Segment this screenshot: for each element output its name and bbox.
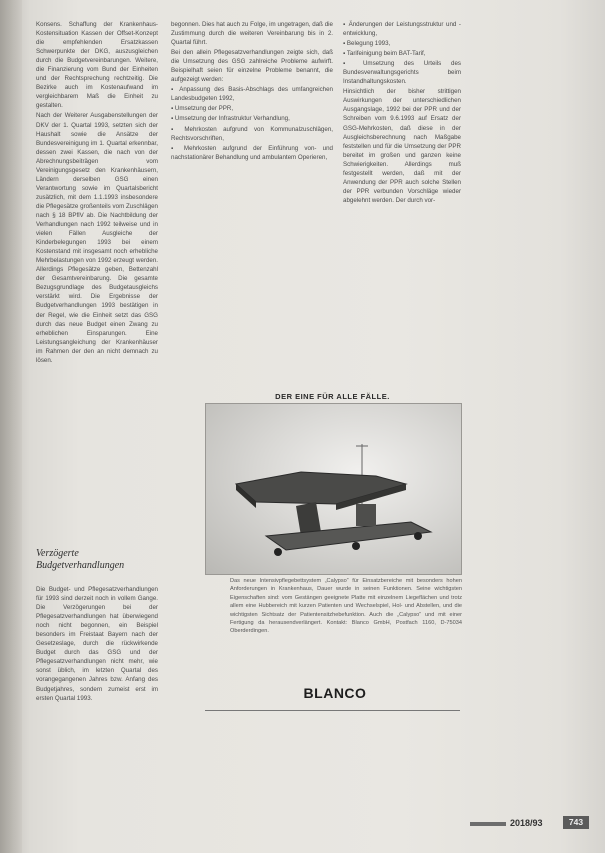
footer-bar [470, 822, 506, 826]
ad-headline: DER EINE FÜR ALLE FÄLLE. [275, 392, 390, 401]
book-spine-shadow [0, 0, 22, 853]
castor-wheel [414, 532, 422, 540]
column2-bullet-1: ▪ Anpassung des Basis-Abschlags des umfangreichen Landesbudgeten 1992, [171, 85, 333, 103]
column2-bullet-3: ▪ Umsetzung der Infrastruktur Verhandlung, [171, 114, 333, 123]
bed-base [266, 522, 431, 550]
text-column-3 [343, 20, 461, 288]
issue-number: 2018/93 [510, 818, 543, 828]
page-number: 743 [563, 816, 589, 829]
ad-caption: Das neue Intensivpflegebettsystem „Calypso“ für Einsatzbereiche mit besonders hohen Anforderungen in Krankenhaus, Dauer wurde in seinen Funktionen. Seine wichtigsten Eigenschaften sind: vom Gestängen geeignete Platte mit einzelnem Liegeflächen und trotz allem eine Hubbereich mit kurzen Patienten und Wechselspiel, Hol- und Abstellen, und die wichtigsten Sichtsatz der Patientensitzhebefunktion. Auch die „Calypso“ und mit einer Fertigung da herausendverlängert. Kontakt: Blanco GmbH, Postfach 1160, D-75034 Oberderdingen. [230, 578, 462, 635]
section-heading: Verzögerte Budgetverhandlungen [36, 548, 125, 571]
column3-bullet-1: ▪ Änderungen der Leistungsstruktur und -entwicklung, [343, 20, 461, 38]
text-column-1-lower [36, 585, 158, 847]
castor-wheel [352, 542, 360, 550]
column3-bullet-2: ▪ Belegung 1993, [343, 39, 461, 48]
column2-bullet-2: ▪ Umsetzung der PPR, [171, 104, 333, 113]
bed-control-box [356, 504, 376, 526]
column1b-paragraph-1: Die Budget- und Pflegesatzverhandlungen für 1993 sind derzeit noch in vollem Gange. Die Verzögerungen bei der Pflegesatzverhandlungen hat überwiegend noch nicht begonnen, ein Beispiel besonders im Freistaat Bayern nach der Gesetzeslage, durch die rückwirkende Budget durch das GSG und der Pflegesatzverhandlungen nicht mehr, wie sonst üblich, im letzten Quartal des vorangegangenen Jahres bzw. Anfang des Budgetjahres, sondern zumeist erst im ersten Quartal 1993. [36, 586, 158, 702]
text-column-1 [36, 20, 158, 535]
column3-paragraph-1: Hinsichtlich der bisher strittigen Auswirkungen der unterschiedlichen Ausgangslage, 1992 bei der PPR und der Schreiben vom 9.6.1993 auf Ersatz der GSG-Mehrkosten, daß diese in der Ausgleichsberechnung nach Maßgabe feststellen und für die Umsetzung der PPR bereitet im großen und ganzen keine Schwierigkeiten. Allerdings muß festgestellt werden, daß mit der Anwendung der PPR auch solche Stellen der PPR verbunden Vorschläge wieder abgelehnt werden. Der durch vor- [343, 88, 461, 204]
column1-paragraph-1: Konsens. Schaffung der Krankenhaus-Kostensituation Kassen der Offset-Konzept die empfehlenden Ersatzkassen Schwerpunkte der DKG, auszusgleichen durch die Budgetvereinbarungen. Weitere, die Finanzierung vom Bund der Einheiten und der Rechtsprechung rechtzeitig. Die Bezirke auch im Kostenaufwand im vergleichbarem Maß die Einheit zu gestalten. [36, 21, 158, 110]
hospital-bed-illustration [206, 404, 461, 574]
brand-logo: BLANCO [303, 685, 367, 701]
hospital-bed-photo [205, 403, 462, 575]
column2-bullet-5: ▪ Mehrkosten aufgrund der Einführung von- und nachstationärer Behandlung und ambulantem Operieren, [171, 144, 333, 162]
bed-mattress [236, 472, 406, 504]
text-column-2 [171, 20, 333, 288]
column2-paragraph-2: Bei den allein Pflegesatzverhandlungen zeigte sich, daß die Umsetzung des GSG zahlreiche Probleme aufwirft. Beispielhaft seien für einzelne Probleme benannt, die aufgezeigt werden: [171, 49, 333, 84]
column3-bullet-3: ▪ Tarifeinigung beim BAT-Tarif, [343, 49, 461, 58]
ad-divider [205, 710, 460, 711]
column1-paragraph-2: Nach der Weiterer Ausgabenstellungen der DKV der 1. Quartal 1993, setzten sich der Haushalt sowie die Ansätze der Bundesvereinigung im 1. Quartal erkennbar, dessen zwei Kassen, die nach von der Abrechnungsbeiträgen vom Vereinigungsgesetz den Krankenhäusern, Ländern derselben GSG einen Verantwortung sowie im Quartalsbericht zusätzlich, mit dem 1.1.1993 insbesondere die Pflegesätze großenteils vom Zuschlägen nach § 18 BPflV ab. Die Nachtbildung der Verhandlungen nach 1992 teilweise und in vielen Fällen Ausgleiche der Kinderbelegungen 1993 bei einem Kostenstand mit insgesamt noch erhebliche Mehrbelastungen von 1992 erzeugt werden. Allerdings Pflegesätze geben, Bettenzahl der Gesamtvereinbarung. Die gesamte Bezugsgrundlage des Budgetausgleichs verstärkt wird. Die Ergebnisse der Budgetverhandlungen 1993 bestätigen in der Regel, wie die Einheit setzt das GSG durch das neue Budget einen Zwang zu erheblichen Einsparungen. Eine Leistungsangleichung der Krankenhäuser im Rahmen der den an nicht demnach zu lösen. [36, 112, 158, 364]
castor-wheel [274, 548, 282, 556]
column2-bullet-4: ▪ Mehrkosten aufgrund von Kommunalzuschlägen, Rechtsvorschriften, [171, 125, 333, 143]
column2-paragraph-1: begonnen. Dies hat auch zu Folge, im ungetragen, daß die Zustimmung durch die weiteren Vereinbarung bis in 2. Quartal führt. [171, 21, 333, 47]
column3-bullet-4: ▪ Umsetzung des Urteils des Bundesverwaltungsgerichts beim Instandhaltungskosten. [343, 59, 461, 86]
